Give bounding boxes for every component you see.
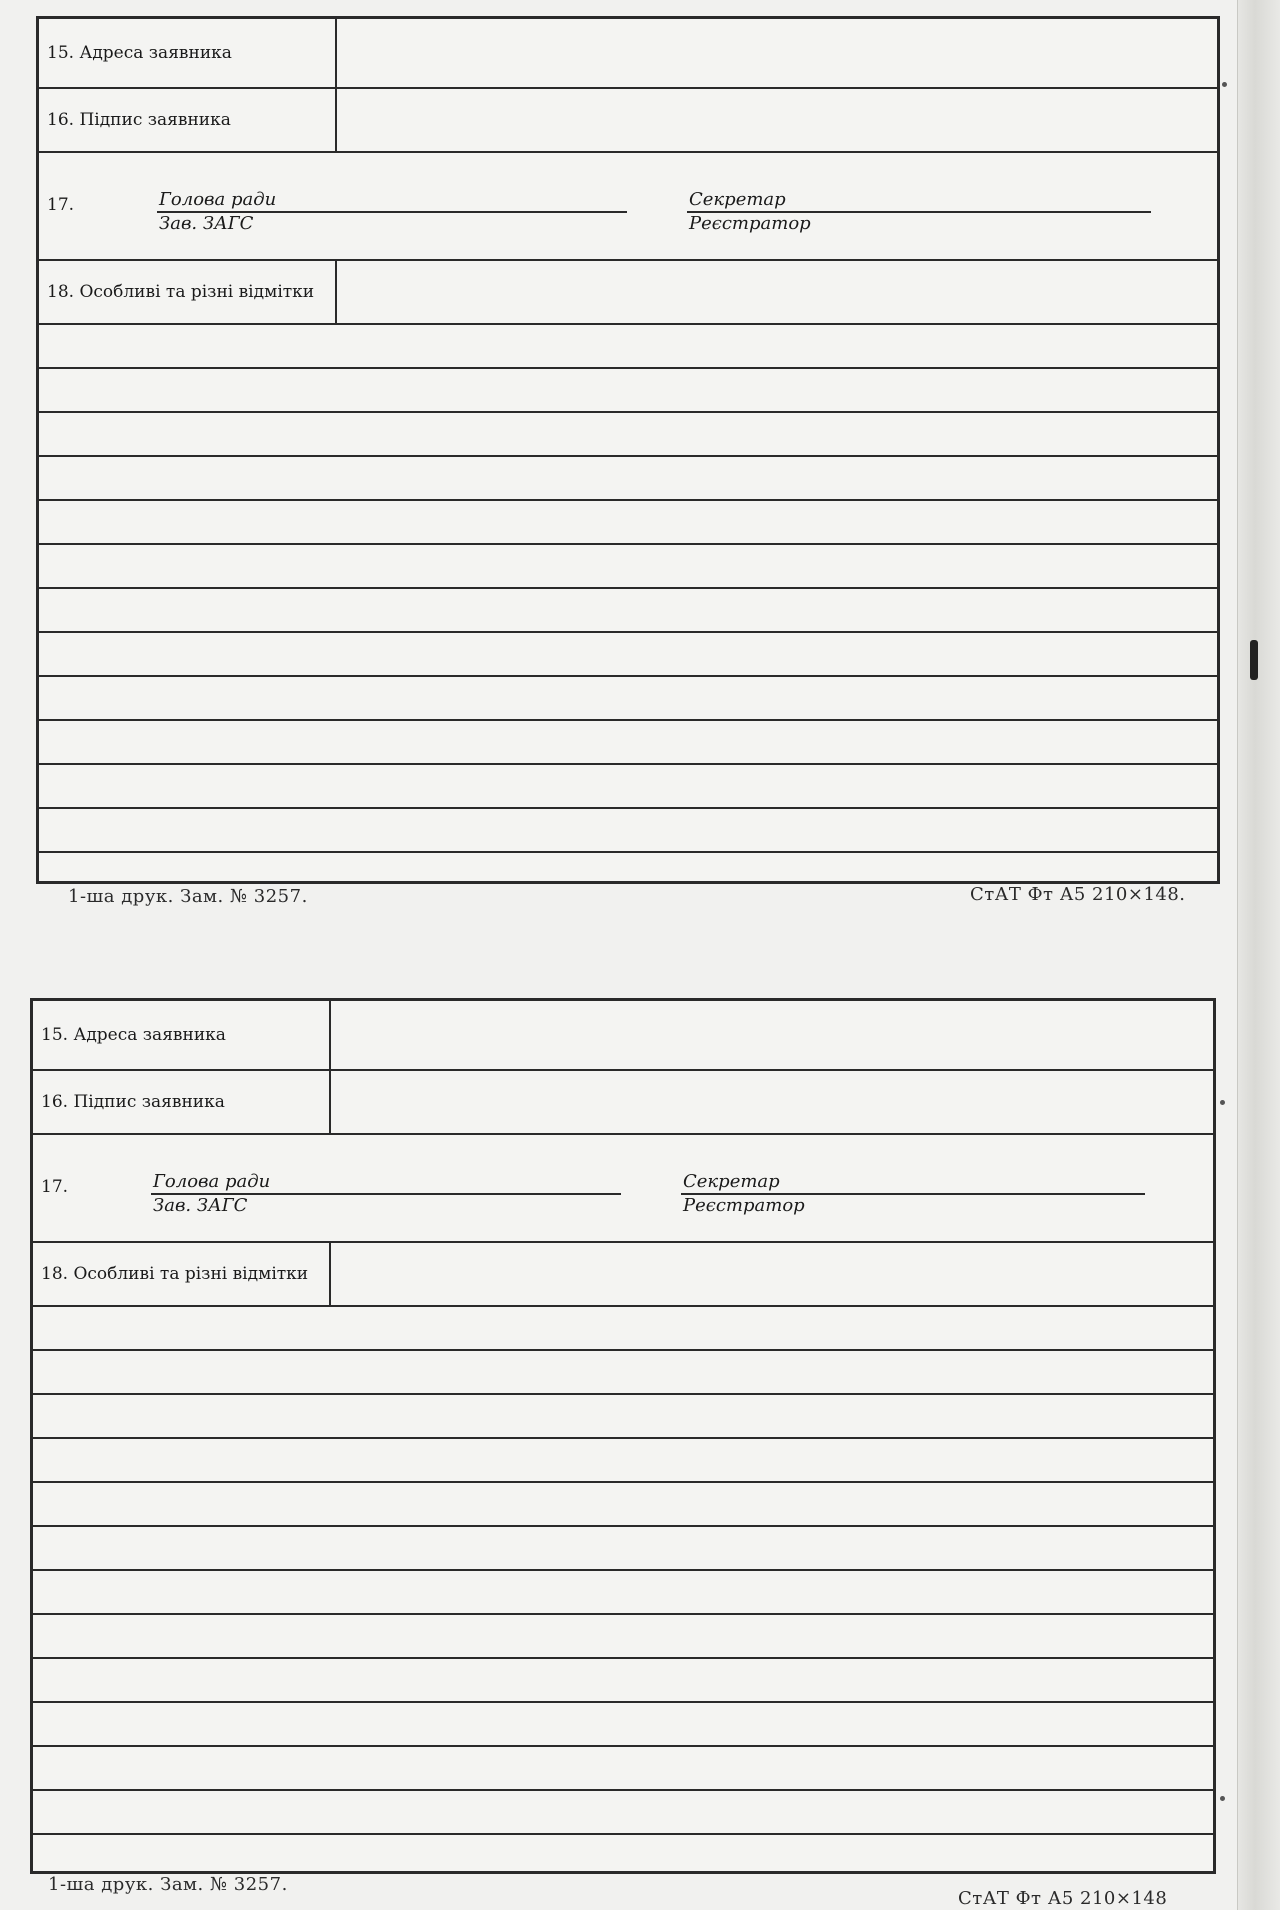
sig-registry-head-title: Зав. ЗАГС: [153, 1195, 248, 1216]
ruled-line: [39, 501, 1217, 545]
sig-secretary-title: Секретар: [681, 1171, 1145, 1195]
signature-secretary: [687, 189, 1151, 235]
format-code-footer: СтАТ Фт А5 210×148: [958, 1888, 1168, 1909]
ruled-line: [39, 809, 1217, 853]
field-15-row: [39, 19, 1217, 89]
sig-secretary-title: Секретар: [687, 189, 1151, 213]
signature-head-of-council: [151, 1171, 621, 1217]
sig-head-title: Голова ради: [151, 1171, 621, 1195]
sig-registrar-title: Реєстратор: [689, 213, 811, 234]
field-18-row: [33, 1243, 1213, 1307]
ruled-line: [39, 765, 1217, 809]
field-16-row: [39, 89, 1217, 153]
ruled-line: [39, 413, 1217, 457]
sig-registry-head-title: Зав. ЗАГС: [159, 213, 254, 234]
registration-form-top: [36, 16, 1220, 884]
field-15-label: 15. Адреса заявника: [33, 1001, 331, 1069]
ink-speck: [1220, 1796, 1225, 1801]
ruled-line: [33, 1395, 1213, 1439]
page-binding-edge: [1237, 0, 1280, 1910]
sig-head-title: Голова ради: [157, 189, 627, 213]
format-code-footer: СтАТ Фт А5 210×148.: [970, 884, 1186, 905]
ruled-line: [39, 545, 1217, 589]
ruled-line: [33, 1659, 1213, 1703]
ruled-line: [39, 369, 1217, 413]
notes-ruled-lines: [39, 325, 1217, 881]
ruled-line: [39, 677, 1217, 721]
ruled-line: [39, 457, 1217, 501]
field-16-label: 16. Підпис заявника: [33, 1071, 331, 1133]
field-18-row: [39, 261, 1217, 325]
ruled-line: [39, 325, 1217, 369]
field-16-row: [33, 1071, 1213, 1135]
field-15-label: 15. Адреса заявника: [39, 19, 337, 87]
ruled-line: [33, 1791, 1213, 1835]
ruled-line: [33, 1351, 1213, 1395]
ink-speck: [1220, 1100, 1225, 1105]
field-17-row: [33, 1135, 1213, 1243]
ruled-line: [33, 1307, 1213, 1351]
ruled-line: [39, 589, 1217, 633]
ruled-line: [33, 1747, 1213, 1791]
field-18-label: 18. Особливі та різні відмітки: [33, 1243, 331, 1305]
ruled-line: [33, 1571, 1213, 1615]
ruled-line: [33, 1703, 1213, 1747]
signature-secretary: [681, 1171, 1145, 1217]
field-17-number: 17.: [41, 1177, 69, 1197]
ruled-line: [33, 1835, 1213, 1879]
ruled-line: [39, 721, 1217, 765]
field-18-label: 18. Особливі та різні відмітки: [39, 261, 337, 323]
ruled-line: [39, 633, 1217, 677]
print-order-footer: 1-ша друк. Зам. № 3257.: [68, 886, 308, 907]
binding-hole-mark: [1250, 640, 1258, 680]
field-15-row: [33, 1001, 1213, 1071]
field-16-label: 16. Підпис заявника: [39, 89, 337, 151]
registration-form-bottom: [30, 998, 1216, 1874]
signature-head-of-council: [157, 189, 627, 235]
sig-registrar-title: Реєстратор: [683, 1195, 805, 1216]
field-17-number: 17.: [47, 195, 75, 215]
ruled-line: [33, 1615, 1213, 1659]
ruled-line: [33, 1527, 1213, 1571]
print-order-footer: 1-ша друк. Зам. № 3257.: [48, 1874, 288, 1895]
ruled-line: [33, 1483, 1213, 1527]
ink-speck: [1222, 82, 1227, 87]
field-17-row: [39, 153, 1217, 261]
notes-ruled-lines: [33, 1307, 1213, 1871]
ruled-line: [33, 1439, 1213, 1483]
